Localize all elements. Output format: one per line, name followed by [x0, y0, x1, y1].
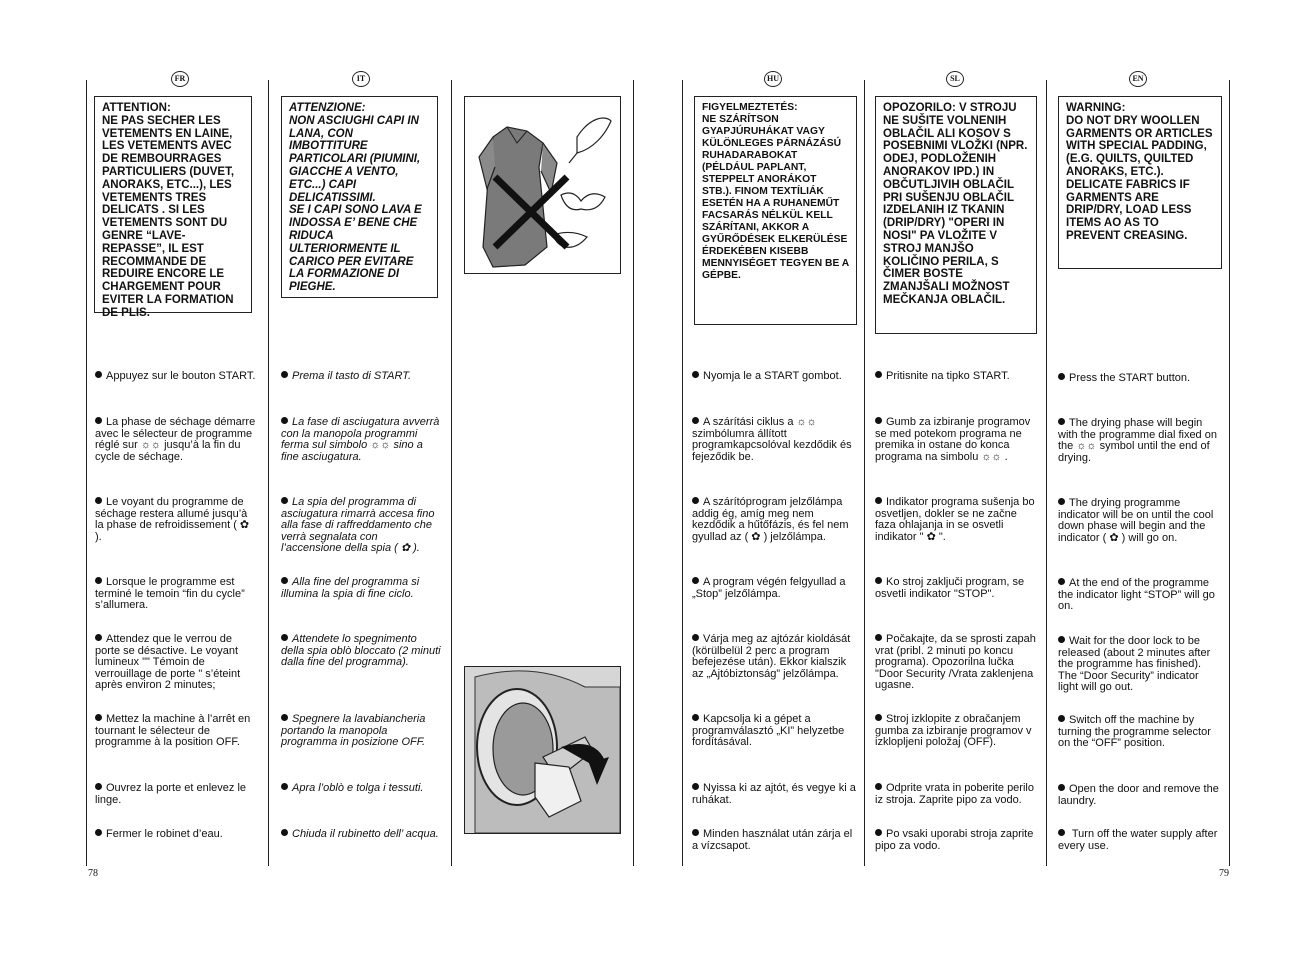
lang-flag-fr: FR: [171, 71, 189, 87]
bullet-icon: [95, 577, 102, 584]
bullet-icon: [875, 634, 882, 641]
step-sl-1: [875, 371, 1037, 383]
washing-machine-door-icon: [465, 667, 620, 833]
step-text: Ouvrez la porte et enlevez le linge.: [95, 782, 247, 806]
step-en-4: [1058, 578, 1220, 613]
warning-box-hu: [694, 96, 857, 325]
step-text: Indikator programa sušenja bo osvetljen, dokler se ne začne faza ohlajanja in se osvetli indikator " ✿ ".: [875, 496, 1035, 543]
step-text: La spia del programma di asciugatura rimarrà accesa fino alla fase di raffreddamento che verrà segnalata con l’accensione della spia ( ✿ ).: [281, 496, 435, 555]
bullet-icon: [281, 634, 288, 641]
step-sl-5: [875, 634, 1037, 692]
step-sl-4: [875, 577, 1037, 600]
bullet-icon: [1058, 636, 1065, 643]
step-text: Kapcsolja ki a gépet a programválasztó „KI” helyzetbe fordításával.: [692, 713, 845, 749]
bullet-icon: [1058, 498, 1065, 505]
step-text: Ko stroj zaključi program, se osvetli indikator "STOP".: [875, 576, 1025, 600]
step-it-2: [281, 417, 441, 463]
step-text: Mettez la machine à l’arrêt en tournant le sélecteur de programme à la position OFF.: [95, 713, 251, 749]
bullet-icon: [95, 714, 102, 721]
step-text: Po vsaki uporabi stroja zaprite pipo za vodo.: [875, 828, 1034, 852]
step-it-7: [281, 783, 441, 795]
step-it-4: [281, 577, 441, 600]
bullet-icon: [692, 497, 699, 504]
step-en-8: [1058, 829, 1220, 852]
bullet-icon: [1058, 715, 1065, 722]
warning-box-en: [1058, 96, 1222, 269]
step-it-8: [281, 829, 441, 841]
step-fr-6: [95, 714, 257, 749]
step-hu-7: [692, 783, 858, 806]
bullet-icon: [281, 829, 288, 836]
step-en-2: [1058, 418, 1220, 464]
step-text: Appuyez sur le bouton START.: [106, 370, 256, 382]
column-rule: [633, 80, 634, 866]
step-text: Stroj izklopite z obračanjem gumba za izbiranje programov v izklopljeni položaj (OFF).: [875, 713, 1032, 749]
bullet-icon: [875, 829, 882, 836]
bullet-icon: [692, 417, 699, 424]
step-en-5: [1058, 636, 1220, 694]
step-hu-5: [692, 634, 858, 680]
step-fr-1: [95, 371, 257, 383]
step-text: Fermer le robinet d’eau.: [106, 828, 223, 840]
warning-box-fr: [94, 96, 252, 319]
warning-text: OPOZORILO: V STROJU NE SUŠITE VOLNENIH OBLAČIL ALI KOSOV S POSEBNIMI VLOŽKI (NPR. ODEJ, PODLOŽENIH ANORAKOV IPD.) IN OBČUTLJIVIH OBLAČIL PRI SUŠENJU OBLAČIL IZDELANIH IZ TKANIN (DRIP/DRY) "OPERI IN NOSI" PA VLOŽITE V STROJ MANJŠO KOLIČINO PERILA, S ČIMER BOSTE ZMANJŠALI MOŽNOST MEČKANJA OBLAČIL.: [883, 102, 1028, 306]
step-text: Wait for the door lock to be released (about 2 minutes after the programme has finished). The “Door Security” indicator light will go out.: [1058, 635, 1211, 694]
bullet-icon: [1058, 373, 1065, 380]
bullet-icon: [95, 497, 102, 504]
step-sl-2: [875, 417, 1037, 463]
step-fr-2: [95, 417, 257, 463]
warning-box-it: [281, 96, 438, 298]
step-text: A szárítási ciklus a ☼☼ szimbólumra állított programkapcsolóval kezdődik és fejeződik be.: [692, 416, 852, 463]
step-text: Attendez que le verrou de porte se désactive. Le voyant lumineux "" Témoin de verrouillage de porte " s’éteint après environ 2 minutes;: [95, 633, 241, 692]
bullet-icon: [1058, 784, 1065, 791]
step-text: A program végén felgyullad a „Stop” jelzőlámpa.: [692, 576, 846, 600]
step-text: Nyomja le a START gombot.: [703, 370, 842, 382]
lang-flag-sl: SL: [946, 71, 964, 87]
crossed-garments-icon: [465, 97, 620, 273]
step-fr-4: [95, 577, 257, 612]
bullet-icon: [95, 417, 102, 424]
bullet-icon: [692, 577, 699, 584]
page-number-left: 78: [88, 868, 98, 879]
step-text: Apra l’oblò e tolga i tessuti.: [292, 782, 424, 794]
bullet-icon: [281, 417, 288, 424]
bullet-icon: [875, 497, 882, 504]
lang-flag-en: EN: [1129, 71, 1147, 87]
lang-flag-it: IT: [352, 71, 370, 87]
step-text: Nyissa ki az ajtót, és vegye ki a ruhákat.: [692, 782, 856, 806]
bullet-icon: [875, 371, 882, 378]
step-hu-1: [692, 371, 858, 383]
step-it-6: [281, 714, 441, 749]
no-wool-illustration: [464, 96, 621, 274]
step-text: The drying phase will begin with the programme dial fixed on the ☼☼ symbol until the end of drying.: [1058, 417, 1217, 464]
step-text: Pritisnite na tipko START.: [886, 370, 1010, 382]
lang-flag-hu: HU: [764, 71, 782, 87]
warning-text: FIGYELMEZTETÉS: NE SZÁRÍTSON GYAPJÚRUHÁKAT VAGY KÜLÖNLEGES PÁRNÁZÁSÚ RUHADARABOKAT (PÉLDÁUL PAPLANT, STEPPELT ANORÁKOT STB.). FINOM TEXTÍLIÁK ESETÉN HA A RUHANEMŰT FACSARÁS NÉLKÜL KELL SZÁRÍTANI, AKKOR A GYŰRŐDÉSEK ELKERÜLÉSE ÉRDEKÉBEN KISEBB MENNYISÉGET TEGYEN BE A GÉPBE.: [702, 102, 849, 281]
bullet-icon: [875, 417, 882, 424]
bullet-icon: [1058, 418, 1065, 425]
step-fr-7: [95, 783, 257, 806]
column-rule: [1229, 80, 1230, 866]
step-text: Spegnere la lavabiancheria portando la manopola programma in posizione OFF.: [281, 713, 426, 749]
step-sl-3: [875, 497, 1037, 543]
step-text: Chiuda il rubinetto dell’ acqua.: [292, 828, 439, 840]
step-hu-8: [692, 829, 858, 852]
column-rule: [682, 80, 683, 866]
step-it-1: [281, 371, 441, 383]
bullet-icon: [281, 714, 288, 721]
bullet-icon: [692, 634, 699, 641]
step-fr-3: [95, 497, 257, 543]
step-text: Odprite vrata in poberite perilo iz stroja. Zaprite pipo za vodo.: [875, 782, 1034, 806]
step-text: Minden használat után zárja el a vízcsapot.: [692, 828, 853, 852]
bullet-icon: [692, 783, 699, 790]
bullet-icon: [281, 577, 288, 584]
column-rule: [864, 80, 865, 866]
bullet-icon: [692, 714, 699, 721]
step-text: Alla fine del programma si illumina la spia di fine ciclo.: [281, 576, 420, 600]
bullet-icon: [281, 497, 288, 504]
bullet-icon: [875, 577, 882, 584]
column-rule: [86, 80, 87, 866]
step-en-7: [1058, 784, 1220, 807]
step-text: La fase di asciugatura avverrà con la manopola programmi ferma sul simbolo ☼☼ sino a fine asciugatura.: [281, 416, 440, 463]
step-hu-4: [692, 577, 858, 600]
step-fr-8: [95, 829, 257, 841]
step-hu-6: [692, 714, 858, 749]
step-sl-7: [875, 783, 1037, 806]
bullet-icon: [281, 371, 288, 378]
column-rule: [451, 80, 452, 866]
step-hu-2: [692, 417, 858, 463]
bullet-icon: [875, 714, 882, 721]
column-rule: [268, 80, 269, 866]
step-text: A szárítóprogram jelzőlámpa addig ég, amíg meg nem kezdődik a hűtőfázis, és fel nem gyullad az ( ✿ ) jelzőlámpa.: [692, 496, 849, 543]
step-text: Le voyant du programme de séchage restera allumé jusqu’à la phase de refroidissement ( ✿ ).: [95, 496, 250, 543]
bullet-icon: [95, 634, 102, 641]
step-text: Open the door and remove the laundry.: [1058, 783, 1219, 807]
step-text: Počakajte, da se sprosti zapah vrat (pribl. 2 minuti po koncu programa). Opozorilna lučka "Door Security /Vrata zaklenjena ugasne.: [875, 633, 1036, 692]
bullet-icon: [1058, 578, 1065, 585]
step-it-3: [281, 497, 441, 555]
step-text: At the end of the programme the indicator light “STOP” will go on.: [1058, 577, 1215, 613]
step-text: Turn off the water supply after every use.: [1058, 828, 1218, 852]
bullet-icon: [875, 783, 882, 790]
step-text: Lorsque le programme est terminé le temoin “fin du cycle” s’allumera.: [95, 576, 245, 612]
step-text: Gumb za izbiranje programov se med potekom programa ne premika in ostane do konca programa na simbolu ☼☼ .: [875, 416, 1031, 463]
bullet-icon: [95, 783, 102, 790]
bullet-icon: [95, 829, 102, 836]
bullet-icon: [281, 783, 288, 790]
warning-box-sl: [875, 96, 1037, 334]
bullet-icon: [692, 371, 699, 378]
page-number-right: 79: [1219, 868, 1229, 879]
step-fr-5: [95, 634, 257, 692]
step-en-1: [1058, 373, 1220, 385]
warning-text: WARNING: DO NOT DRY WOOLLEN GARMENTS OR ARTICLES WITH SPECIAL PADDING, (E.G. QUILTS, QUILTED ANORAKS, ETC.). DELICATE FABRICS IF GARMENTS ARE DRIP/DRY, LOAD LESS ITEMS AO AS TO PREVENT CREASING.: [1066, 102, 1213, 242]
step-text: La phase de séchage démarre avec le sélecteur de programme réglé sur ☼☼ jusqu’à la fin du cycle de séchage.: [95, 416, 256, 463]
bullet-icon: [1058, 829, 1065, 836]
step-sl-8: [875, 829, 1037, 852]
step-text: Attendete lo spegnimento della spia oblò bloccato (2 minuti dalla fine del programma).: [281, 633, 441, 669]
step-text: Várja meg az ajtózár kioldását (körülbelül 2 perc a program befejezése után). Ekkor kialszik az „Ajtóbiztonság” jelzőlámpa.: [692, 633, 851, 680]
step-sl-6: [875, 714, 1037, 749]
bullet-icon: [95, 371, 102, 378]
warning-text: ATTENTION: NE PAS SECHER LES VETEMENTS EN LAINE, LES VETEMENTS AVEC DE REMBOURRAGES PARTICULIERS (DUVET, ANORAKS, ETC...), LES VETEMENTS TRES DELICATS . SI LES VETEMENTS SONT DU GENRE “LAVE-REPASSE”, IL EST RECOMMANDE DE REDUIRE ENCORE LE CHARGEMENT POUR EVITER LA FORMATION DE PLIS.: [102, 102, 235, 319]
step-text: Press the START button.: [1069, 372, 1191, 384]
step-text: The drying programme indicator will be on until the cool down phase will begin and the indicator ( ✿ ) will go on.: [1058, 497, 1214, 544]
column-rule: [1046, 80, 1047, 866]
step-hu-3: [692, 497, 858, 543]
step-it-5: [281, 634, 441, 669]
step-en-3: [1058, 498, 1220, 544]
warning-text: ATTENZIONE: NON ASCIUGHI CAPI IN LANA, CON IMBOTTITURE PARTICOLARI (PIUMINI, GIACCHE A VENTO, ETC...) CAPI DELICATISSIMI. SE I CAPI SONO LAVA E INDOSSA E’ BENE CHE RIDUCA ULTERIORMENTE IL CARICO PER EVITARE LA FORMAZIONE DI PIEGHE.: [289, 102, 422, 294]
bullet-icon: [692, 829, 699, 836]
remove-laundry-illustration: [464, 666, 621, 834]
step-text: Switch off the machine by turning the programme selector on the “OFF” position.: [1058, 714, 1211, 750]
step-en-6: [1058, 715, 1220, 750]
step-text: Prema il tasto di START.: [292, 370, 412, 382]
